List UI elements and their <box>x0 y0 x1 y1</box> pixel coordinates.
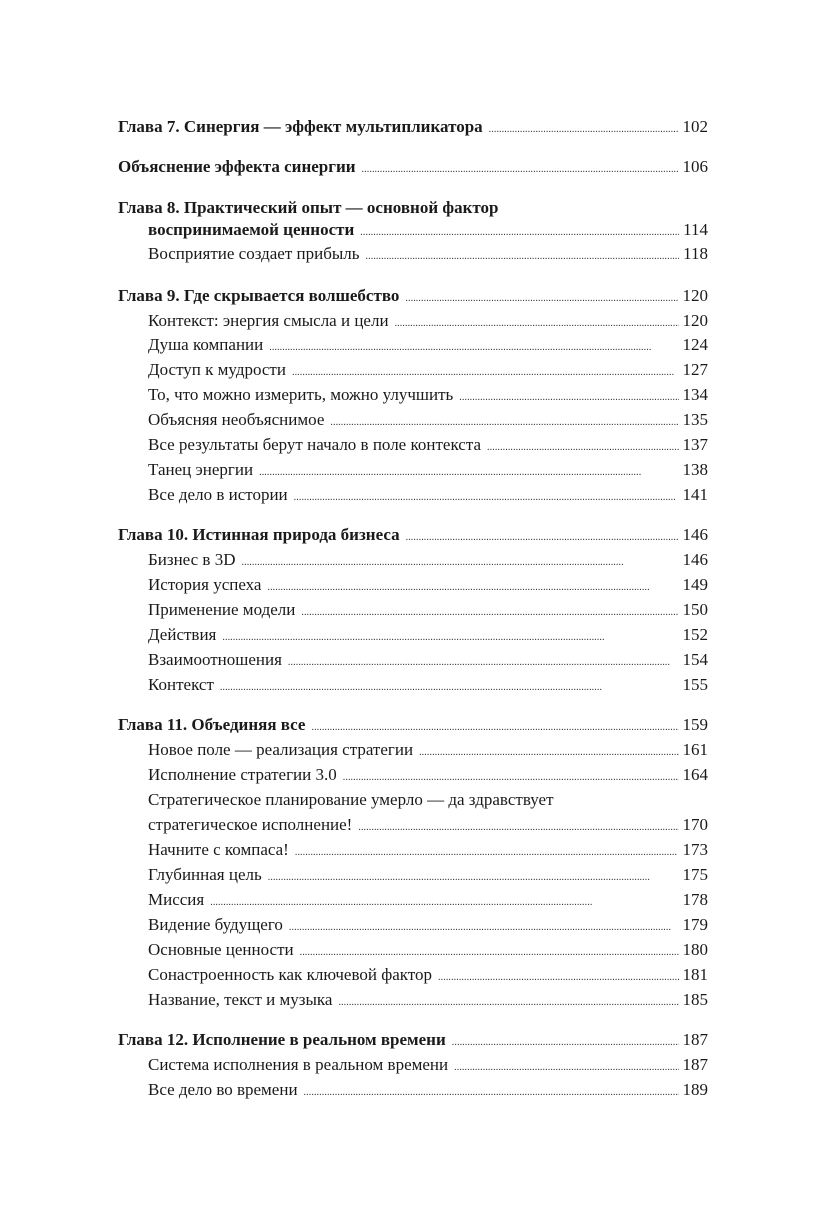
toc-entry-title: Глава 7. Синергия — эффект мультипликатора <box>118 117 483 136</box>
toc-entry[interactable] <box>148 989 708 1014</box>
toc-entry-title: Действия <box>148 625 217 644</box>
dot-leader <box>288 649 679 674</box>
toc-entry-page: 137 <box>682 435 708 454</box>
toc-entry[interactable] <box>148 914 708 939</box>
toc-entry-page: 146 <box>682 550 708 569</box>
dot-leader <box>452 1029 679 1054</box>
toc-entry-chapter-10[interactable] <box>118 524 708 549</box>
dot-leader <box>405 285 679 310</box>
toc-entry-title: Основные ценности <box>148 940 294 959</box>
toc-entry-page: 118 <box>683 244 708 263</box>
toc-entry-title: Контекст: энергия смысла и цели <box>148 311 389 330</box>
toc-entry[interactable] <box>148 764 708 789</box>
toc-entry-chapter-8-line-1[interactable] <box>118 197 708 219</box>
toc-entry-page: 120 <box>682 286 708 305</box>
toc-entry-page: 154 <box>682 650 708 669</box>
toc-entry[interactable] <box>148 384 708 409</box>
toc-entry[interactable] <box>148 889 708 914</box>
toc-entry-chapter-9[interactable] <box>118 285 708 310</box>
dot-leader <box>362 156 679 181</box>
toc-entry-title: Видение будущего <box>148 915 283 934</box>
toc-entry-title-continued: воспринимаемой ценности <box>148 220 355 239</box>
dot-leader <box>358 814 679 839</box>
dot-leader <box>459 384 679 409</box>
toc-entry-title: Доступ к мудрости <box>148 360 286 379</box>
toc-entry-title: Глава 11. Объединяя все <box>118 715 306 734</box>
toc-entry[interactable] <box>148 310 708 335</box>
dot-leader <box>210 889 679 914</box>
toc-entry-title: Восприятие создает прибыль <box>148 244 360 263</box>
toc-entry-page: 138 <box>682 460 708 479</box>
dot-leader <box>330 409 679 434</box>
toc-entry-page: 185 <box>682 990 708 1009</box>
dot-leader <box>295 839 679 864</box>
toc-entry-chapter-8-line-2[interactable] <box>148 219 708 244</box>
toc-entry[interactable] <box>148 243 708 268</box>
dot-leader <box>300 939 679 964</box>
toc-entry-title: Душа компании <box>148 335 264 354</box>
toc-entry-title: Название, текст и музыка <box>148 990 333 1009</box>
toc-entry-page: 187 <box>682 1055 708 1074</box>
toc-entry-title: Все дело во времени <box>148 1080 298 1099</box>
dot-leader <box>242 549 680 574</box>
toc-entry-chapter-11[interactable] <box>118 714 708 739</box>
dot-leader <box>366 243 679 268</box>
dot-leader <box>268 864 679 889</box>
toc-entry[interactable] <box>148 939 708 964</box>
toc-entry-page: 175 <box>682 865 708 884</box>
toc-entry-page: 179 <box>682 915 708 934</box>
toc-entry[interactable] <box>148 839 708 864</box>
toc-entry-title: Контекст <box>148 675 214 694</box>
dot-leader <box>301 599 679 624</box>
toc-entry-title: Сонастроенность как ключевой фактор <box>148 965 433 984</box>
dot-leader <box>259 459 679 484</box>
toc-entry[interactable] <box>118 156 708 181</box>
toc-entry-page: 173 <box>682 840 708 859</box>
toc-entry-page: 102 <box>682 117 708 136</box>
toc-entry-page: 155 <box>682 675 708 694</box>
dot-leader <box>395 310 679 335</box>
toc-entry-page: 150 <box>682 600 708 619</box>
toc-entry[interactable] <box>148 409 708 434</box>
toc-entry[interactable] <box>148 484 708 509</box>
toc-entry-page: 187 <box>682 1030 708 1049</box>
toc-entry-page: 146 <box>682 525 708 544</box>
toc-entry[interactable] <box>148 964 708 989</box>
dot-leader <box>419 739 679 764</box>
toc-entry-title: Система исполнения в реальном времени <box>148 1055 449 1074</box>
toc-entry-title: Новое поле — реализация стратегии <box>148 740 414 759</box>
toc-entry-title: Начните с компаса! <box>148 840 289 859</box>
toc-entry-title: Все результаты берут начало в поле контекста <box>148 435 482 454</box>
dot-leader <box>304 1079 679 1104</box>
toc-entry-page: 189 <box>682 1080 708 1099</box>
toc-entry-title: Глава 10. Истинная природа бизнеса <box>118 525 400 544</box>
toc-entry-title: Применение модели <box>148 600 296 619</box>
dot-leader <box>487 434 679 459</box>
toc-entry-page: 152 <box>682 625 708 644</box>
toc-entry-page: 134 <box>682 385 708 404</box>
toc-entry-page: 127 <box>682 360 708 379</box>
toc-entry[interactable] <box>148 334 708 359</box>
dot-leader <box>438 964 679 989</box>
toc-entry[interactable] <box>148 1054 708 1079</box>
toc-entry[interactable] <box>148 624 708 649</box>
toc-entry-page: 164 <box>682 765 708 784</box>
toc-entry-title: Глава 8. Практический опыт — основной фактор <box>118 198 499 217</box>
toc-entry-page: 178 <box>682 890 708 909</box>
dot-leader <box>311 714 679 739</box>
toc-entry[interactable] <box>148 359 708 384</box>
dot-leader <box>222 624 679 649</box>
toc-entry[interactable] <box>148 1079 708 1104</box>
toc-entry-title: Танец энергии <box>148 460 254 479</box>
toc-entry-title: Глава 12. Исполнение в реальном времени <box>118 1030 446 1049</box>
toc-entry[interactable] <box>148 739 708 764</box>
toc-entry-title: Объясняя необъяснимое <box>148 410 325 429</box>
toc-entry-page: 124 <box>682 335 708 354</box>
toc-entry-page: 149 <box>682 575 708 594</box>
toc-entry-title: Исполнение стратегии 3.0 <box>148 765 337 784</box>
toc-entry-chapter-7[interactable] <box>118 116 708 141</box>
dot-leader <box>269 334 679 359</box>
dot-leader <box>489 116 679 141</box>
toc-entry-title: То, что можно измерить, можно улучшить <box>148 385 454 404</box>
toc-entry-title: Взаимоотношения <box>148 650 282 669</box>
dot-leader <box>406 524 679 549</box>
toc-entry[interactable] <box>148 599 708 624</box>
toc-entry[interactable] <box>148 549 708 574</box>
toc-entry-title: Все дело в истории <box>148 485 288 504</box>
toc-entry-title: Глубинная цель <box>148 865 262 884</box>
dot-leader <box>292 359 679 384</box>
toc-entry-page: 114 <box>683 220 708 239</box>
dot-leader <box>294 484 679 509</box>
toc-entry[interactable] <box>148 434 708 459</box>
toc-entry-page: 159 <box>682 715 708 734</box>
toc-entry-chapter-12[interactable] <box>118 1029 708 1054</box>
toc-entry-page: 120 <box>682 311 708 330</box>
toc-entry[interactable] <box>148 574 708 599</box>
dot-leader <box>267 574 679 599</box>
toc-entry-page: 170 <box>682 815 708 834</box>
dot-leader <box>338 989 679 1014</box>
toc-entry-page: 106 <box>682 157 708 176</box>
toc-entry-line-2[interactable] <box>148 814 708 839</box>
toc-entry-page: 135 <box>682 410 708 429</box>
dot-leader <box>454 1054 679 1079</box>
toc-entry-title: Объяснение эффекта синергии <box>118 157 356 176</box>
toc-entry-page: 161 <box>682 740 708 759</box>
toc-entry-page: 181 <box>682 965 708 984</box>
toc-entry-title: История успеха <box>148 575 262 594</box>
toc-entry-title: Миссия <box>148 890 205 909</box>
dot-leader <box>289 914 679 939</box>
toc-entry[interactable] <box>148 459 708 484</box>
dot-leader <box>343 764 679 789</box>
toc-entry-page: 141 <box>682 485 708 504</box>
toc-entry-title-continued: стратегическое исполнение! <box>148 815 353 834</box>
dot-leader <box>220 674 679 699</box>
toc-entry-title: Стратегическое планирование умерло — да здравствует <box>148 790 554 809</box>
toc-entry[interactable] <box>148 864 708 889</box>
toc-entry-page: 180 <box>682 940 708 959</box>
toc-entry-line-1[interactable] <box>148 789 708 811</box>
toc-entry-title: Бизнес в 3D <box>148 550 236 569</box>
toc-entry[interactable] <box>148 649 708 674</box>
dot-leader <box>360 219 679 244</box>
toc-entry[interactable] <box>148 674 708 699</box>
toc-entry-title: Глава 9. Где скрывается волшебство <box>118 286 400 305</box>
